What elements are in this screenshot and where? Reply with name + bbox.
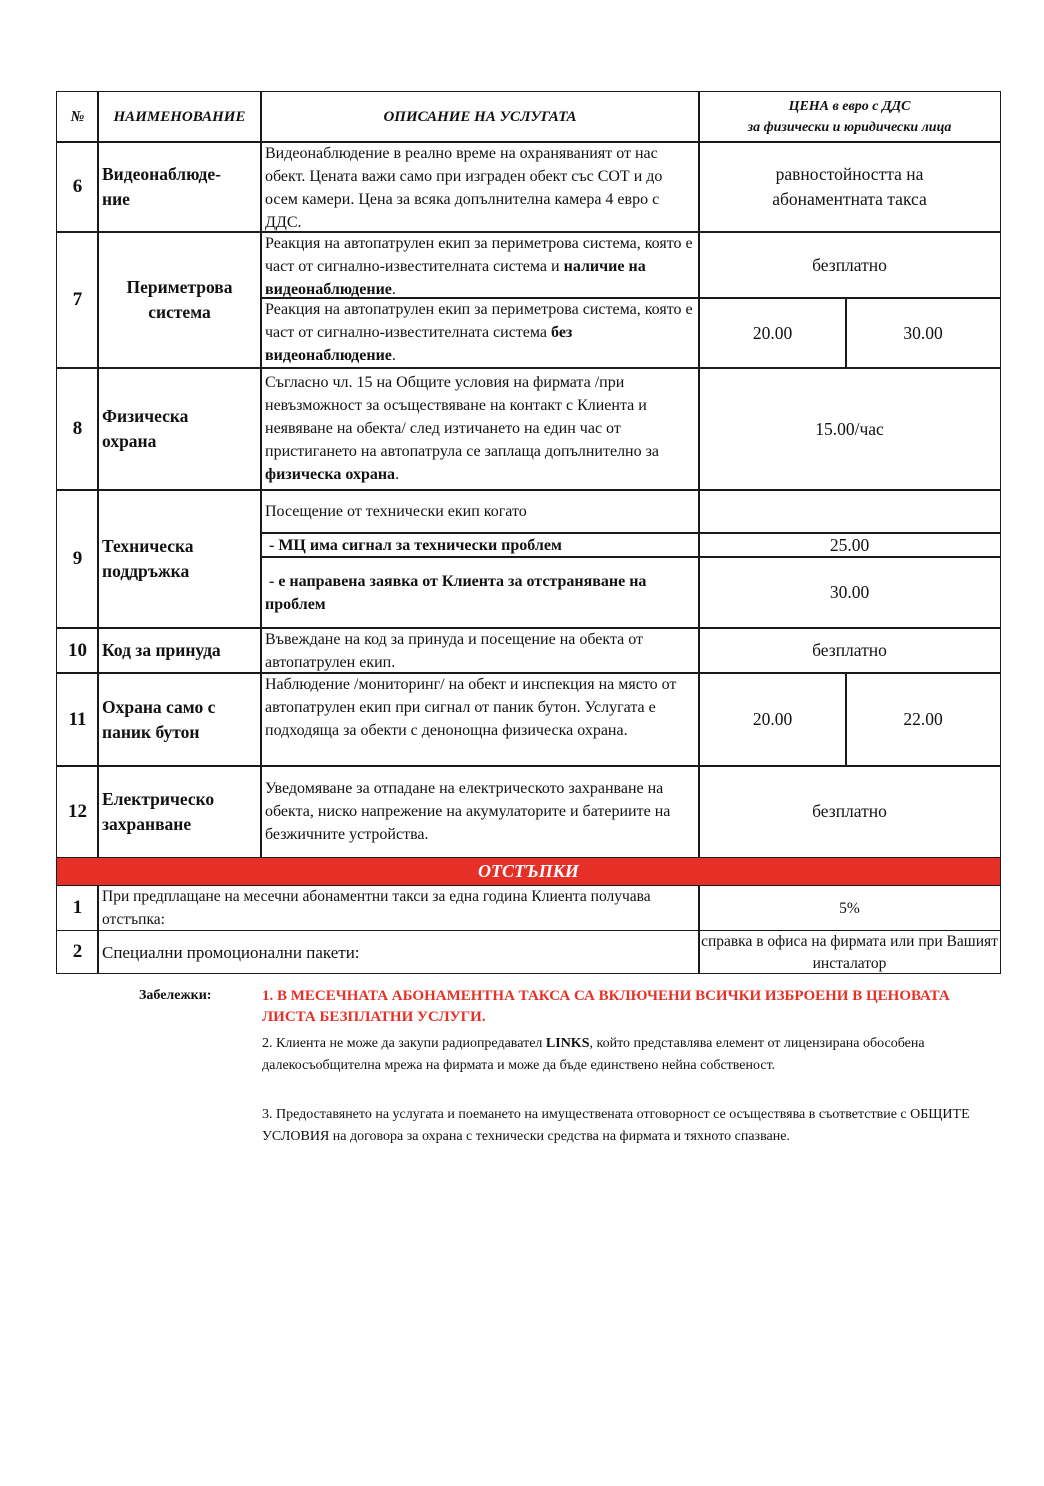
- row-description-text: - е направена заявка от Клиента за отстраняване на проблем: [265, 572, 651, 613]
- row-7b-price-legal: [845, 297, 1001, 369]
- row-11-num: [56, 672, 99, 767]
- row-name-text: Видеонаблюде-ние: [102, 164, 221, 209]
- discount-num-text: 2: [72, 941, 83, 962]
- header-price-line2: за физически и юридически лица: [747, 120, 952, 135]
- row-num-text: 12: [68, 800, 87, 822]
- row-num-text: 10: [68, 639, 87, 661]
- header-name-text: НАИМЕНОВАНИЕ: [113, 108, 246, 125]
- row-description-text: Наблюдение /мониторинг/ на обект и инспекция на място от автопатрулен екип при сигнал от паник бутон. Услугата е подходяща за обекти с денонощна физическа охрана.: [265, 676, 677, 739]
- row-num-text: 9: [72, 548, 83, 569]
- row-price-text: безплатно: [812, 801, 887, 821]
- row-7b-price-individual: [698, 297, 847, 369]
- discount-2-value: [698, 930, 1001, 974]
- discount-2-description: [97, 930, 700, 974]
- row-6-num: [56, 141, 99, 233]
- row-description-text: Въвеждане на код за принуда и посещение на обекта от автопатрулен екип.: [265, 631, 644, 671]
- row-description-text: Уведомяване за отпадане на електрическото захранване на обекта, ниско напрежение на акумулаторите и батериите на безжичните устройства.: [265, 780, 671, 843]
- row-description-text: Съгласно чл. 15 на Общите условия на фирмата /при невъзможност за осъществяване на контакт с Клиента и неявяване на обекта/ след изтичането на един час от пристигането на автопатрула се заплаща допълнително за физическа охрана.: [265, 374, 660, 483]
- discount-description-text: Специални промоционални пакети:: [102, 942, 360, 962]
- header-price-line1: ЦЕНА в евро с ДДС: [788, 99, 911, 114]
- header-price: [698, 91, 1001, 143]
- row-12-num: [56, 765, 99, 858]
- row-price-text: 30.00: [829, 582, 870, 602]
- row-price-text: 15.00/час: [815, 418, 884, 439]
- row-description-text: Видеонаблюдение в реално време на охраняваният от нас обект. Цената важи само при изграден обект със СОТ и до осем камери. Цена за всяка допълнителна камера 4 евро с ДДС.: [265, 145, 663, 231]
- discount-1-num: [56, 885, 99, 931]
- row-name-text: Код за принуда: [102, 640, 221, 660]
- row-7a-price: [698, 231, 1001, 299]
- row-name-text: Охрана само с паник бутон: [102, 696, 216, 742]
- row-num-text: 6: [72, 176, 83, 197]
- row-8-price: [698, 367, 1001, 491]
- row-12-description: [260, 765, 700, 858]
- row-description-text: - МЦ има сигнал за технически проблем: [265, 536, 562, 554]
- row-9c-price: [698, 556, 1001, 629]
- row-9a-price: [698, 489, 1001, 534]
- row-7-name: [97, 231, 262, 369]
- discount-num-text: 1: [72, 897, 83, 918]
- row-7a-description: [260, 231, 700, 299]
- row-description-text: Посещение от технически екип когато: [265, 503, 527, 520]
- row-8-name: [97, 367, 262, 491]
- discount-2-num: [56, 930, 99, 974]
- row-6-name: [97, 141, 262, 233]
- header-num: [56, 91, 99, 143]
- row-name-text: Периметрова система: [126, 277, 233, 322]
- row-12-price: [698, 765, 1001, 858]
- row-9-num: [56, 489, 99, 629]
- discount-1-value: [698, 885, 1001, 931]
- row-10-name: [97, 627, 262, 674]
- row-10-price: [698, 627, 1001, 674]
- row-description-text: Реакция на автопатрулен екип за периметрова система, която е част от сигнално-известителната система и наличие на видеонаблюдение.: [265, 235, 693, 298]
- discount-value-text: 5%: [839, 899, 860, 917]
- header-description-text: ОПИСАНИЕ НА УСЛУГАТА: [383, 108, 577, 125]
- row-price-text: 22.00: [903, 709, 943, 729]
- row-price-text: безплатно: [812, 640, 887, 660]
- row-10-description: [260, 627, 700, 674]
- note-3: 3. Предоставянето на услугата и поемането на имуществената отговорност се осъществява в съответствие с ОБЩИТЕ УСЛОВИЯ на договора за охрана с технически средства на фирмата и тяхното спазване.: [262, 1107, 970, 1144]
- row-11-price-legal: [845, 672, 1001, 767]
- discount-description-text: При предплащане на месечни абонаментни такси за една година Клиента получава отстъпка:: [102, 888, 651, 928]
- header-name: [97, 91, 262, 143]
- row-6-description: [260, 141, 700, 233]
- row-name-text: Физическа охрана: [102, 406, 189, 451]
- header-num-text: №: [70, 108, 85, 125]
- row-description-text: Реакция на автопатрулен екип за периметрова система, която е част от сигнално-известителната система без видеонаблюдение.: [265, 301, 693, 364]
- row-9b-price: [698, 532, 1001, 558]
- note-2: 2. Клиента не може да закупи радиопредавател LINKS, който представлява елемент от лицензирана обособена далекосъобщителна мрежа на фирмата и може да бъде единствено нейна собственост.: [262, 1036, 925, 1073]
- row-12-name: [97, 765, 262, 858]
- discounts-title-band: [56, 857, 1001, 886]
- row-11-name: [97, 672, 262, 767]
- row-name-text: Техническа поддръжка: [102, 536, 194, 581]
- row-price-text: 30.00: [903, 322, 943, 343]
- row-8-num: [56, 367, 99, 491]
- row-7-num: [56, 231, 99, 369]
- row-price-text: 25.00: [829, 534, 870, 555]
- row-price-text: равностойността на абонаментната такса: [772, 164, 927, 209]
- discount-value-text: справка в офиса на фирмата или при Вашият инсталатор: [701, 933, 998, 972]
- row-8-description: [260, 367, 700, 491]
- row-num-text: 11: [68, 708, 87, 730]
- row-num-text: 8: [72, 418, 83, 439]
- row-9a-description: [260, 489, 700, 534]
- row-9b-description: [260, 532, 700, 558]
- discounts-title: ОТСТЪПКИ: [478, 861, 579, 881]
- discount-1-description: [97, 885, 700, 931]
- row-11-price-individual: [698, 672, 847, 767]
- row-9-name: [97, 489, 262, 629]
- row-name-text: Електрическо захранване: [102, 788, 215, 834]
- note-1: 1. В МЕСЕЧНАТА АБОНАМЕНТНА ТАКСА СА ВКЛЮЧЕНИ ВСИЧКИ ИЗБРОЕНИ В ЦЕНОВАТА ЛИСТА БЕЗПЛАТНИ УСЛУГИ.: [262, 988, 950, 1025]
- header-description: [260, 91, 700, 143]
- row-price-text: безплатно: [812, 254, 887, 275]
- row-6-price: [698, 141, 1001, 233]
- row-price-text: 20.00: [752, 709, 793, 729]
- row-price-text: 20.00: [752, 322, 793, 343]
- row-10-num: [56, 627, 99, 674]
- notes-label: Забележки:: [139, 988, 212, 1003]
- row-9c-description: [260, 556, 700, 629]
- row-11-description: [260, 672, 700, 767]
- row-num-text: 7: [72, 289, 83, 310]
- row-7b-description: [260, 297, 700, 369]
